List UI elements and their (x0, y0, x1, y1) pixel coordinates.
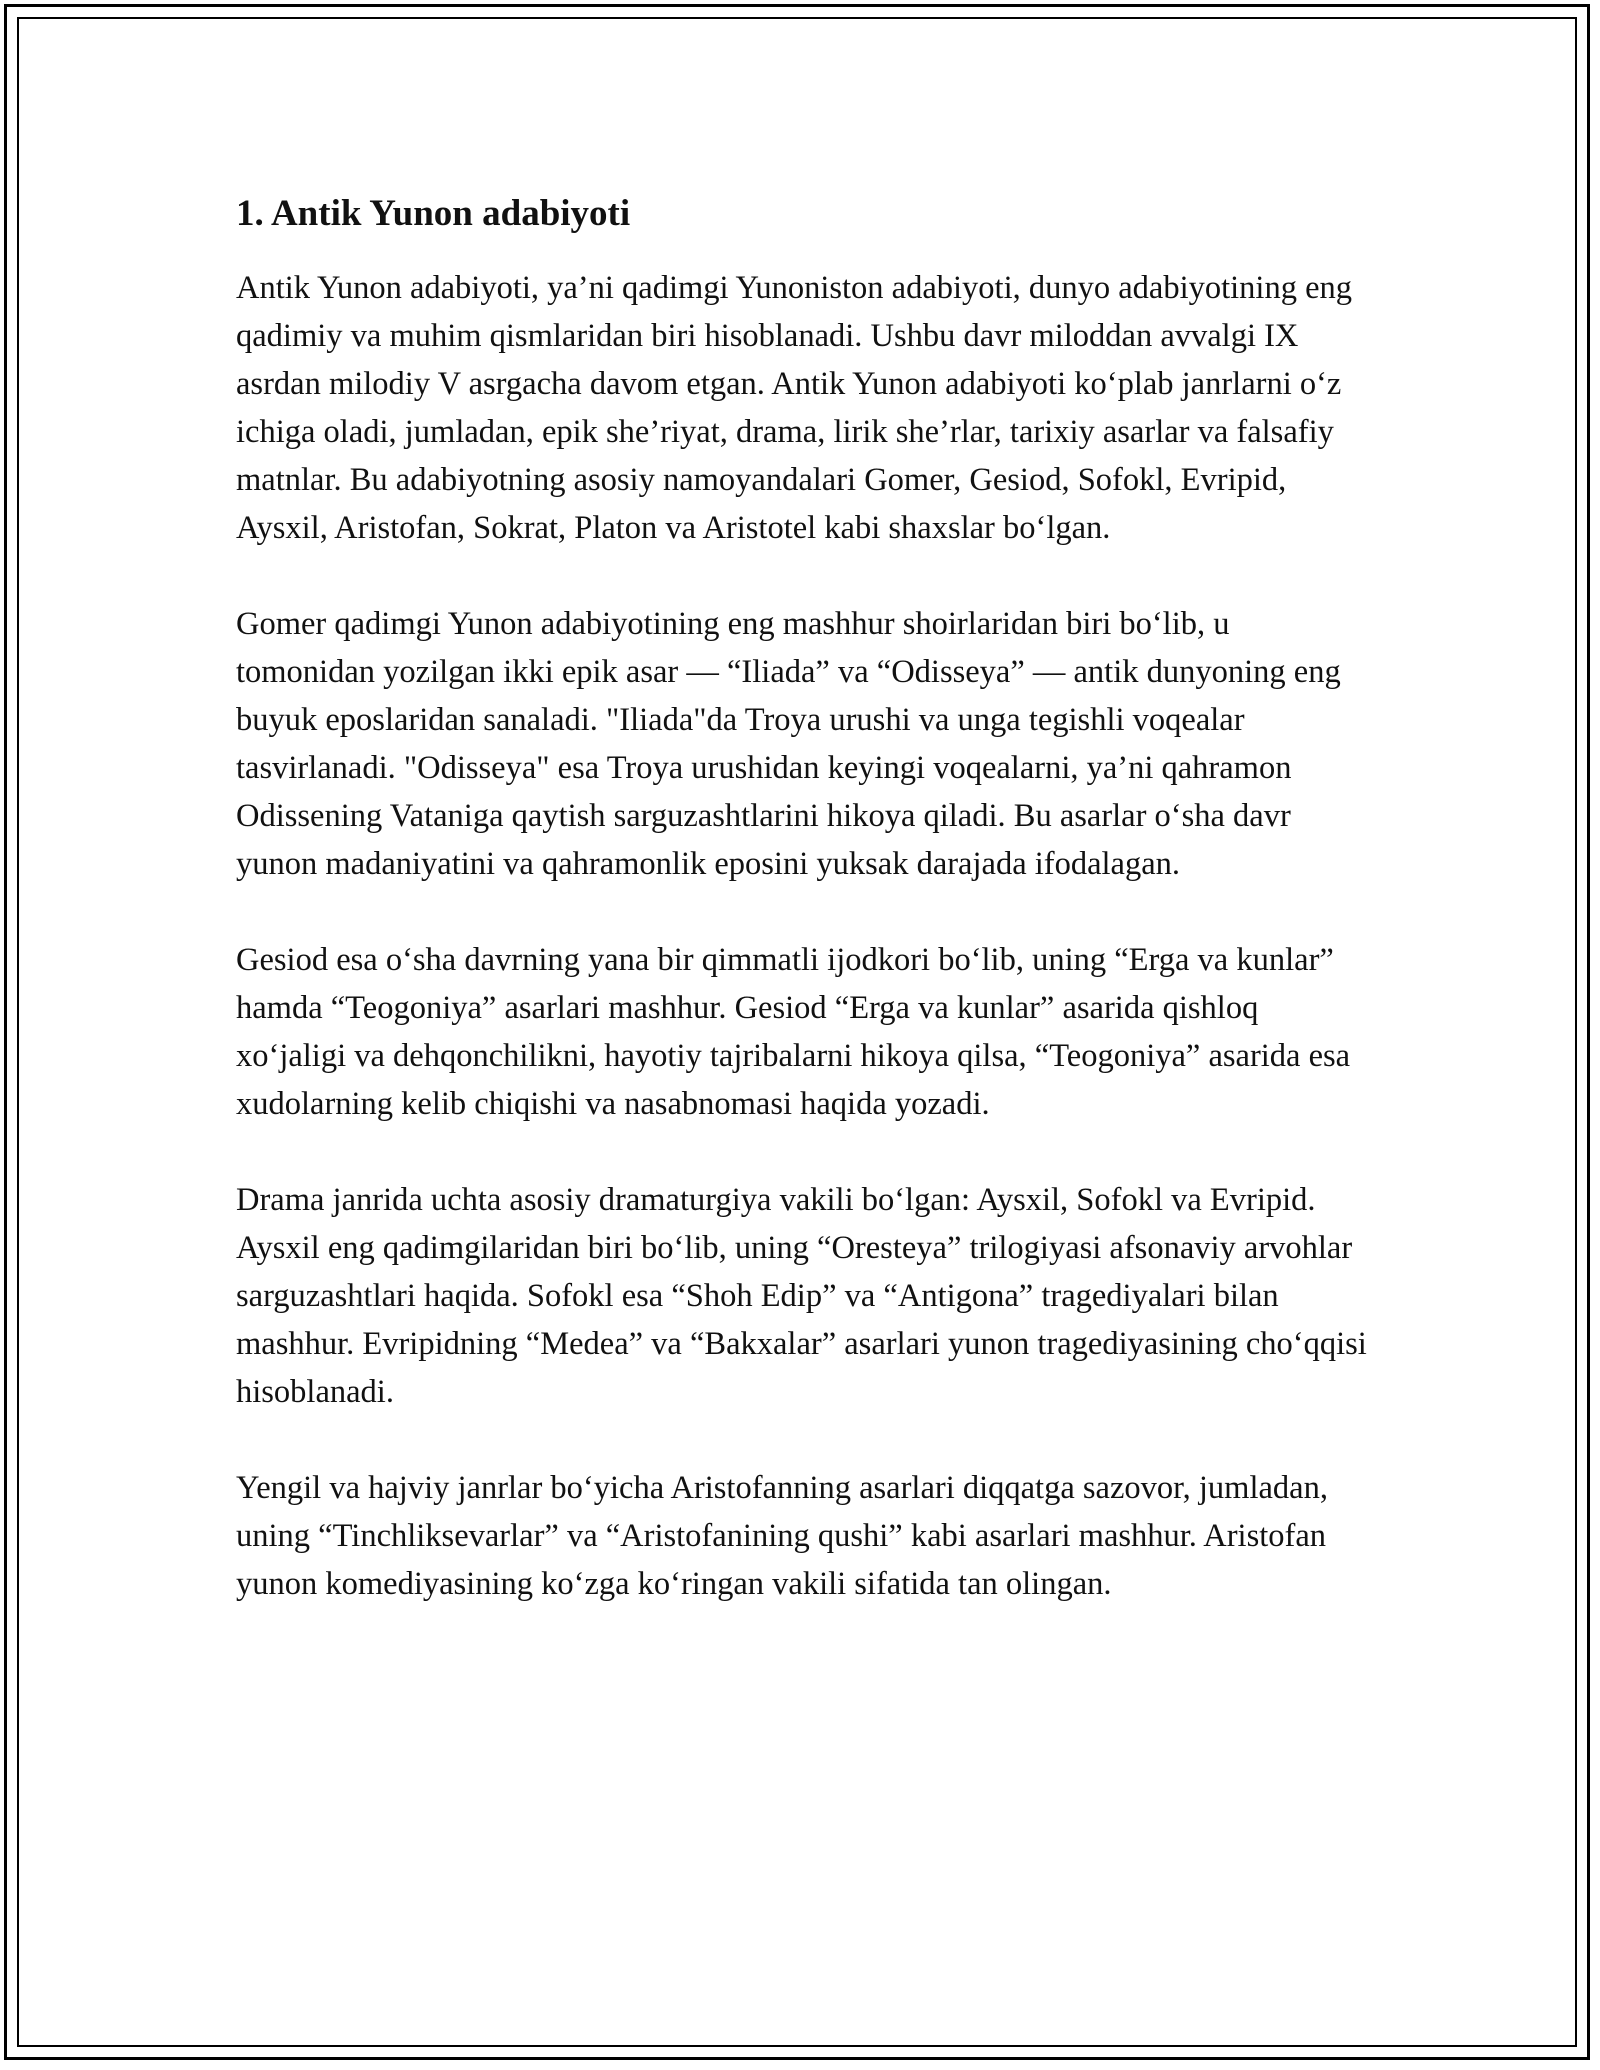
paragraph-comedy: Yengil va hajviy janrlar bo‘yicha Aristofanning asarlari diqqatga sazovor, jumladan, uning “Tinchliksevarlar” va “Aristofanining qushi” kabi asarlari mashhur. Aristofan yunon komediyasining ko‘zga ko‘ringan vakili sifatida tan olingan. (236, 1470, 1328, 1602)
section-heading: 1. Antik Yunon adabiyoti (236, 193, 631, 234)
paragraph-gesiod: Gesiod esa o‘sha davrning yana bir qimmatli ijodkori bo‘lib, uning “Erga va kunlar” hamda “Teogoniya” asarlari mashhur. Gesiod “Erga va kunlar” asarida qishloq xo‘jaligi va dehqonchilikni, hayotiy tajribalarni hikoya qilsa, “Teogoniya” asarida esa xudolarning kelib chiqishi va nasabnomasi haqida yozadi. (236, 942, 1351, 1122)
paragraph-drama: Drama janrida uchta asosiy dramaturgiya vakili bo‘lgan: Aysxil, Sofokl va Evripid. Aysxil eng qadimgilaridan biri bo‘lib, uning “Oresteya” trilogiyasi afsonaviy arvohlar sarguzashtlari haqida. Sofokl esa “Shoh Edip” va “Antigona” tragediyalari bilan mashhur. Evripidning “Medea” va “Bakxalar” asarlari yunon tragediyasining cho‘qqisi hisoblanadi. (236, 1182, 1367, 1410)
paragraph-intro: Antik Yunon adabiyoti, ya’ni qadimgi Yunoniston adabiyoti, dunyo adabiyotining eng qadimiy va muhim qismlaridan biri hisoblanadi. Ushbu davr miloddan avvalgi IX asrdan milodiy V asrgacha davom etgan. Antik Yunon adabiyoti ko‘plab janrlarni o‘z ichiga oladi, jumladan, epik she’riyat, drama, lirik she’rlar, tarixiy asarlar va falsafiy matnlar. Bu adabiyotning asosiy namoyandalari Gomer, Gesiod, Sofokl, Evripid, Aysxil, Aristofan, Sokrat, Platon va Aristotel kabi shaxslar bo‘lgan. (236, 270, 1352, 546)
document-body (236, 190, 1376, 1608)
paragraph-gomer: Gomer qadimgi Yunon adabiyotining eng mashhur shoirlaridan biri bo‘lib, u tomonidan yozilgan ikki epik asar — “Iliada” va “Odisseya” — antik dunyoning eng buyuk eposlaridan sanaladi. "Iliada"da Troya urushi va unga tegishli voqealar tasvirlanadi. "Odisseya" esa Troya urushidan keyingi voqealarni, ya’ni qahramon Odissening Vataniga qaytish sarguzashtlarini hikoya qiladi. Bu asarlar o‘sha davr yunon madaniyatini va qahramonlik eposini yuksak darajada ifodalagan. (236, 606, 1341, 882)
